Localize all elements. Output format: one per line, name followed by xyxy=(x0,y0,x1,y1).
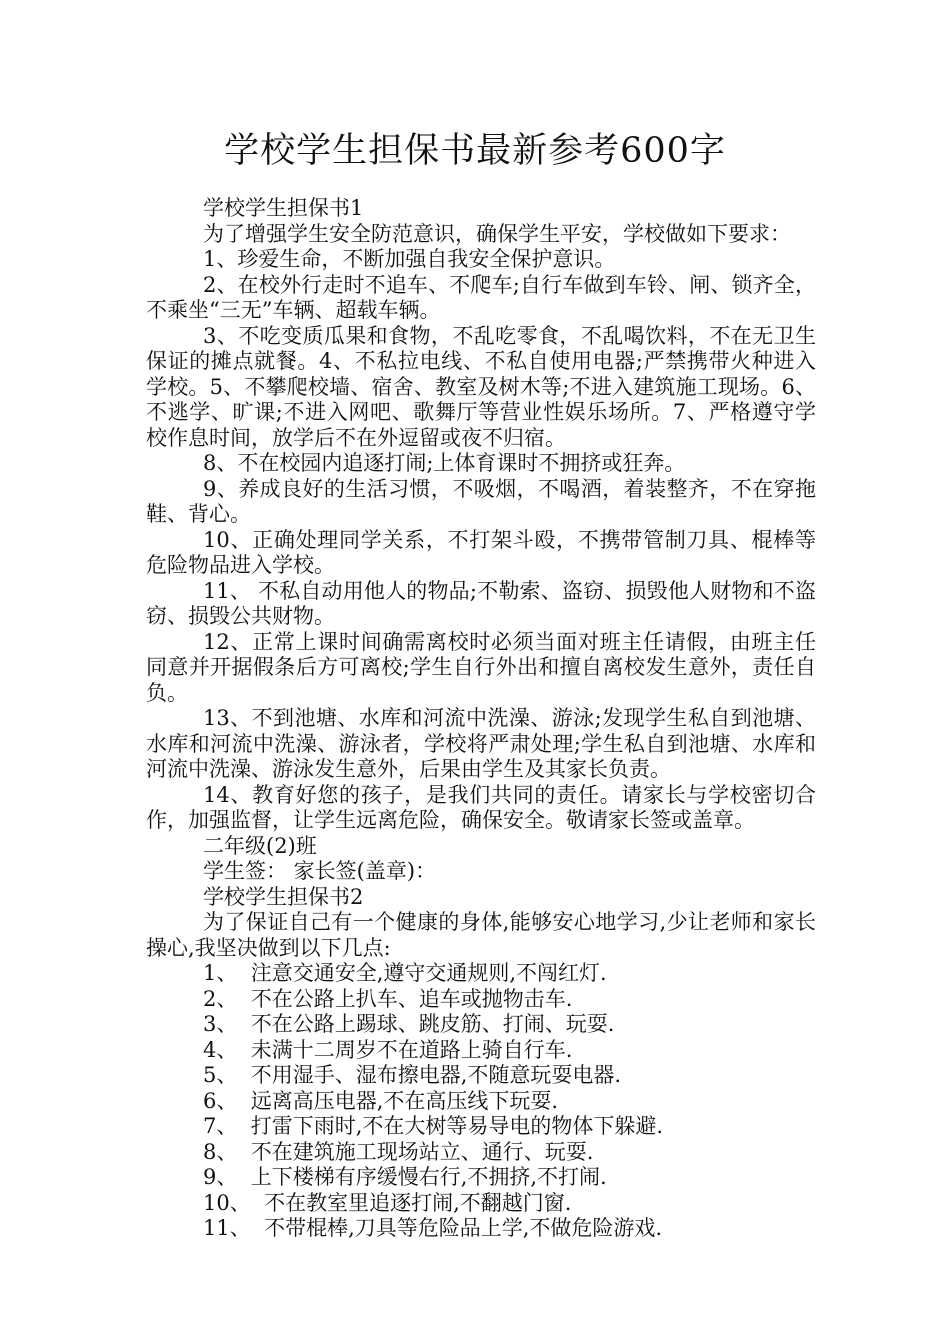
document-body xyxy=(146,196,816,1242)
list-item: 1、 注意交通安全,遵守交通规则,不闯红灯. xyxy=(203,961,607,985)
class-line: 二年级(2)班 xyxy=(203,833,317,858)
list-item: 11、 不带棍棒,刀具等危险品上学,不做危险游戏. xyxy=(203,1216,663,1240)
rule-paragraph: 3、不吃变质瓜果和食物，不乱吃零食，不乱喝饮料，不在无卫生保证的摊点就餐。4、不私拉电线、不私自使用电器;严禁携带火种进入学校。5、不攀爬校墙、宿舍、教室及树木等;不进入建筑施工现场。6、不逃学、旷课;不进入网吧、歌舞厅等营业性娱乐场所。7、严格遵守学校作息时间，放学后不在外逗留或夜不归宿。 xyxy=(146,323,816,450)
section-heading-2: 学校学生担保书2 xyxy=(203,884,364,909)
list-item: 6、 远离高压电器,不在高压线下玩耍. xyxy=(203,1088,559,1113)
intro-paragraph-2: 为了保证自己有一个健康的身体,能够安心地学习,少让老师和家长操心,我坚决做到以下几点: xyxy=(146,910,816,960)
rule-paragraph: 1、珍爱生命，不断加强自我安全保护意识。 xyxy=(203,247,616,271)
list-item: 5、 不用湿手、湿布擦电器,不随意玩耍电器. xyxy=(203,1063,622,1087)
list-item: 4、 未满十二周岁不在道路上骑自行车. xyxy=(203,1037,573,1062)
rule-paragraph: 12、正常上课时间确需离校时必须当面对班主任请假，由班主任同意并开据假条后方可离校;学生自行外出和擅自离校发生意外，责任自负。 xyxy=(146,629,816,705)
list-item: 10、 不在教室里追逐打闹,不翻越门窗. xyxy=(203,1190,572,1215)
list-item: 7、 打雷下雨时,不在大树等易导电的物体下躲避. xyxy=(203,1114,664,1138)
rule-paragraph: 2、在校外行走时不追车、不爬车;自行车做到车铃、闸、锁齐全，不乘坐“三无”车辆、超载车辆。 xyxy=(146,272,816,322)
rule-paragraph: 11、 不私自动用他人的物品;不勒索、盗窃、损毁他人财物和不盗窃、损毁公共财物。 xyxy=(146,578,816,628)
list-item: 8、 不在建筑施工现场站立、通行、玩耍. xyxy=(203,1139,594,1164)
list-item: 9、 上下楼梯有序缓慢右行,不拥挤,不打闹. xyxy=(203,1165,607,1189)
signature-line: 学生签： 家长签(盖章)： xyxy=(203,859,437,883)
rule-paragraph: 9、养成良好的生活习惯，不吸烟，不喝酒，着装整齐，不在穿拖鞋、背心。 xyxy=(146,476,816,526)
rule-paragraph: 14、教育好您的孩子，是我们共同的责任。请家长与学校密切合作，加强监督，让学生远离危险，确保安全。敬请家长签或盖章。 xyxy=(146,782,816,832)
rule-paragraph: 13、不到池塘、水库和河流中洗澡、游泳;发现学生私自到池塘、水库和河流中洗澡、游泳者，学校将严肃处理;学生私自到池塘、水库和河流中洗澡、游泳发生意外，后果由学生及其家长负责。 xyxy=(146,706,816,781)
section-heading-1: 学校学生担保书1 xyxy=(203,196,364,220)
list-item: 2、 不在公路上扒车、追车或抛物击车. xyxy=(203,986,573,1011)
list-item: 3、 不在公路上踢球、跳皮筋、打闹、玩耍. xyxy=(203,1012,615,1036)
rule-paragraph: 10、正确处理同学关系，不打架斗殴，不携带管制刀具、棍棒等危险物品进入学校。 xyxy=(146,527,816,577)
rule-paragraph: 8、不在校园内追逐打闹;上体育课时不拥挤或狂奔。 xyxy=(203,451,686,475)
document-title: 学校学生担保书最新参考600字 xyxy=(224,131,726,171)
intro-paragraph-1: 为了增强学生安全防范意识，确保学生平安，学校做如下要求： xyxy=(203,221,791,246)
